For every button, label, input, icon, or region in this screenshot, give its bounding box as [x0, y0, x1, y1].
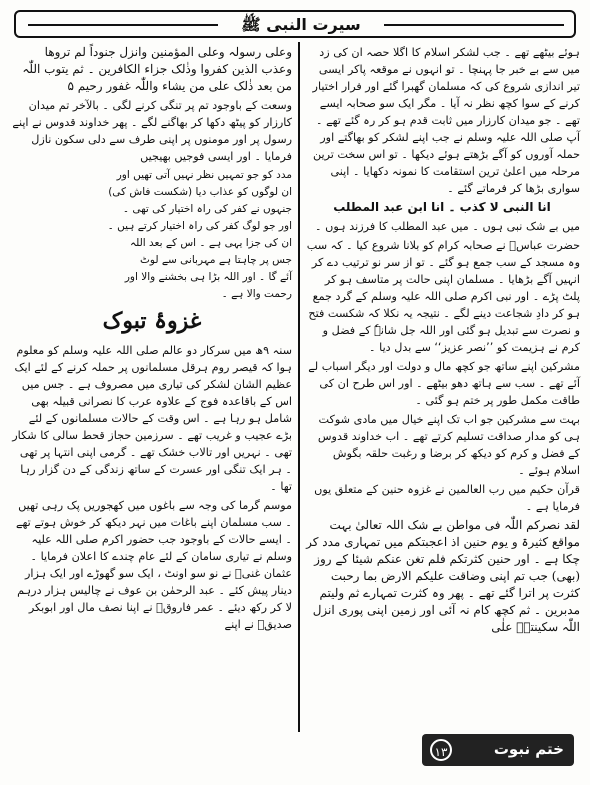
translation-line: اور جو لوگ کفر کی راہ اختیار کرتے ہیں ۔ — [107, 220, 292, 232]
translation-lines — [12, 167, 292, 303]
translation-intro: وسعت کے باوجود تم پر تنگی کرنے لگی ۔ بالآخر تم میدان کارزار کو پیٹھ دکھا کر بھاگنے لگے ۔ پھر خداوند قدوس نے اپنے رسول پر اور مومنوں پر اپنی طرف سے دلی سکون نازل فرمایا ۔ اور ایسی فوجیں بھیجیں — [12, 99, 292, 163]
header-rule-left — [28, 24, 218, 26]
footer-title: ختم نبوت — [493, 740, 564, 758]
translation-line: جنہوں نے کفر کی راہ اختیار کی تھی ۔ — [122, 203, 292, 215]
section-paragraph-2: موسم گرما کی وجہ سے باغوں میں کھجوریں پک رہی تھیں ۔ سب مسلمان اپنے باغات میں نہر دیکھ کر خوش ہوتے تھے ۔ ایسے حالات کے باوجود جب حضور اکرم صلی اللہ علیہ وسلم نے تیاری سامان کے لئے عام چندے کا اعلان فرمایا ۔ عثمان غنیؓ نے نو سو اونٹ ، ایک سو گھوڑے اور ایک ہزار دینار پیش کئے ۔ عبد الرحمٰن بن عوف نے چالیس ہزار درہم لا کر رکھ دیئے ۔ عمر فاروقؓ نے اپنا نصف مال اور ابوبکر صدیقؓ نے اپنے — [15, 499, 292, 631]
paragraph-2: میں بے شک نبی ہوں ۔ میں عبد المطلب کا فرزند ہوں ۔ — [315, 220, 580, 233]
page-number: ۱۳ — [430, 739, 452, 761]
translation-line: ان کی جزا یہی ہے ۔ اس کے بعد اللہ — [129, 237, 292, 249]
section-title: غزوۂ تبوک — [102, 308, 202, 334]
translation-line: ان لوگوں کو عذاب دیا (شکست فاش کی) — [108, 186, 292, 198]
translation-line: رحمت والا ہے ۔ — [221, 288, 292, 300]
translation-line: جس پر چاہتا ہے مہربانی سے لوٹ — [140, 254, 292, 266]
arabic-verse: وعلی رسولہ وعلی المؤمنین وانزل جنوداً لم تروھا وعذب الذین کفروا وذٰلک جزاء الکافرین ۔ ثم یتوب اللّٰہ من بعد ذٰلک علی من یشاء واللّٰہ غفور رحیم ۵ — [22, 45, 292, 93]
page-header — [14, 10, 576, 38]
paragraph-4: مشرکین اپنے ساتھ جو کچھ مال و دولت اور دیگر اسباب لے آئے تھے ۔ سب سے ہاتھ دھو بیٹھے ۔ اور اس طرح ان کی طاقت مکمل طور پر ختم ہو گئی ۔ — [308, 360, 580, 407]
paragraph-6: قرآن حکیم میں رب العالمین نے غزوہ حنین کے متعلق یوں فرمایا ہے ۔ — [314, 483, 580, 513]
header-title: سیرت النبی ﷺ — [241, 15, 361, 34]
section-paragraph-1: سنہ ۹ھ میں سرکار دو عالم صلی اللہ علیہ وسلم کو معلوم ہوا کہ قیصر روم ہرقل مسلمانوں پر حملہ کرنے کے لئے ایک عظیم الشان لشکر کی تیاری میں مصروف ہے ۔ جس میں اس کے باقاعدہ فوج کے علاوہ عرب کا نصرانی قبیلہ بھی شامل ہو رہا ہے ۔ اس وقت کے حالات مسلمانوں کے لئے بڑے عجیب و غریب تھے ۔ سرزمین حجاز قحط سالی کا شکار تھی ۔ نہریں اور تالاب خشک تھے ۔ گرمی اپنی انتہا پر تھی ۔ ہر ایک تنگی اور عسرت کے ساتھ زندگی کے دن گزار رہا تھا ۔ — [12, 344, 292, 493]
header-rule-right — [384, 24, 564, 26]
footer-banner — [422, 734, 574, 766]
translation-line: مدد کو جو تمہیں نظر نہیں آتی تھیں اور — [116, 169, 292, 181]
translation-line: آئے گا ۔ اور اللہ بڑا ہی بخشنے والا اور — [124, 271, 292, 283]
column-divider — [298, 42, 300, 732]
left-column — [12, 44, 292, 635]
right-column — [304, 44, 580, 638]
quote-arabic: انا النبی لا کذب ۔ انا ابن عبد المطلب — [333, 200, 551, 214]
paragraph-3: حضرت عباسؓ نے صحابہ کرام کو بلانا شروع کیا ۔ کہ سب وہ مسجد کے سب جمع ہو گئے ۔ تو از سر نو ترتیب دے کر انہیں آگے بڑھایا ۔ مسلمان اپنی حالت پر متاسف ہو کر پلٹ پڑے ۔ اور نبی اکرم صلی اللہ علیہ وسلم کے گرد جمع ہو کر دادِ شجاعت دینے لگے ۔ نتیجہ یہ نکلا کہ شکست فتح و نصرت سے تبدیل ہو گئی اور اللہ جل شانہٗ کے فضل و کرم نے ہزیمت کو ’’نصر عزیز‘‘ سے بدل دیا ۔ — [306, 239, 580, 354]
quran-verse-block: لقد نصرکم اللّٰہ فی مواطن بے شک اللہ تعالیٰ بہت مواقع کثیرۃ و یوم حنین اذ اعجبتکم میں تمہاری مدد کر چکا ہے ۔ اور حنین کثرتکم فلم تغن عنکم شیئا کے روز (بھی) جب تم اپنی وضاقت علیکم الارض بما رحبت کثرت پر اترا گئے تھے ۔ پھر وہ کثرت تمہارے ثم ولیتم مدبرین ۔ ثم کچھ کام نہ آئی اور زمین اپنی پوری انزل اللّٰہ سکینتہٗ علٰی — [306, 518, 580, 634]
paragraph-5: بہت سے مشرکین جو اب تک اپنے خیال میں مادی شوکت ہی کو مدار صداقت تسلیم کرتے تھے ۔ اب خداوند قدوس کے فضل و کرم کو دیکھ کر برضا و رغبت حلقہ بگوش اسلام ہوئے ۔ — [317, 413, 580, 477]
paragraph-1: ہوئے بیٹھے تھے ۔ جب لشکر اسلام کا اگلا حصہ ان کی زد میں سے بے خبر جا پہنچا ۔ تو انہوں نے موقعہ پاکر ایسی تیر اندازی شروع کی کہ مسلمان گھبرا گئے اور فرار اختیار کرنے کے سوا کچھ نظر نہ آیا ۔ مگر ایک سو صحابہ ایسے تھے ۔ جو میدان کارزار میں ثابت قدم ہو کر رہ گئے تھے ۔ آپ صلی اللہ علیہ وسلم نے جب اپنے لشکر کو بھاگتے اور حملہ آوروں کو آگے بڑھتے ہوئے دیکھا ۔ تو اس سخت ترین مرحلہ میں اعلیٰ ترین استقامت کا نمونہ دکھایا ۔ اپنی سواری بڑھا کر فرماتے گئے ۔ — [312, 46, 580, 195]
